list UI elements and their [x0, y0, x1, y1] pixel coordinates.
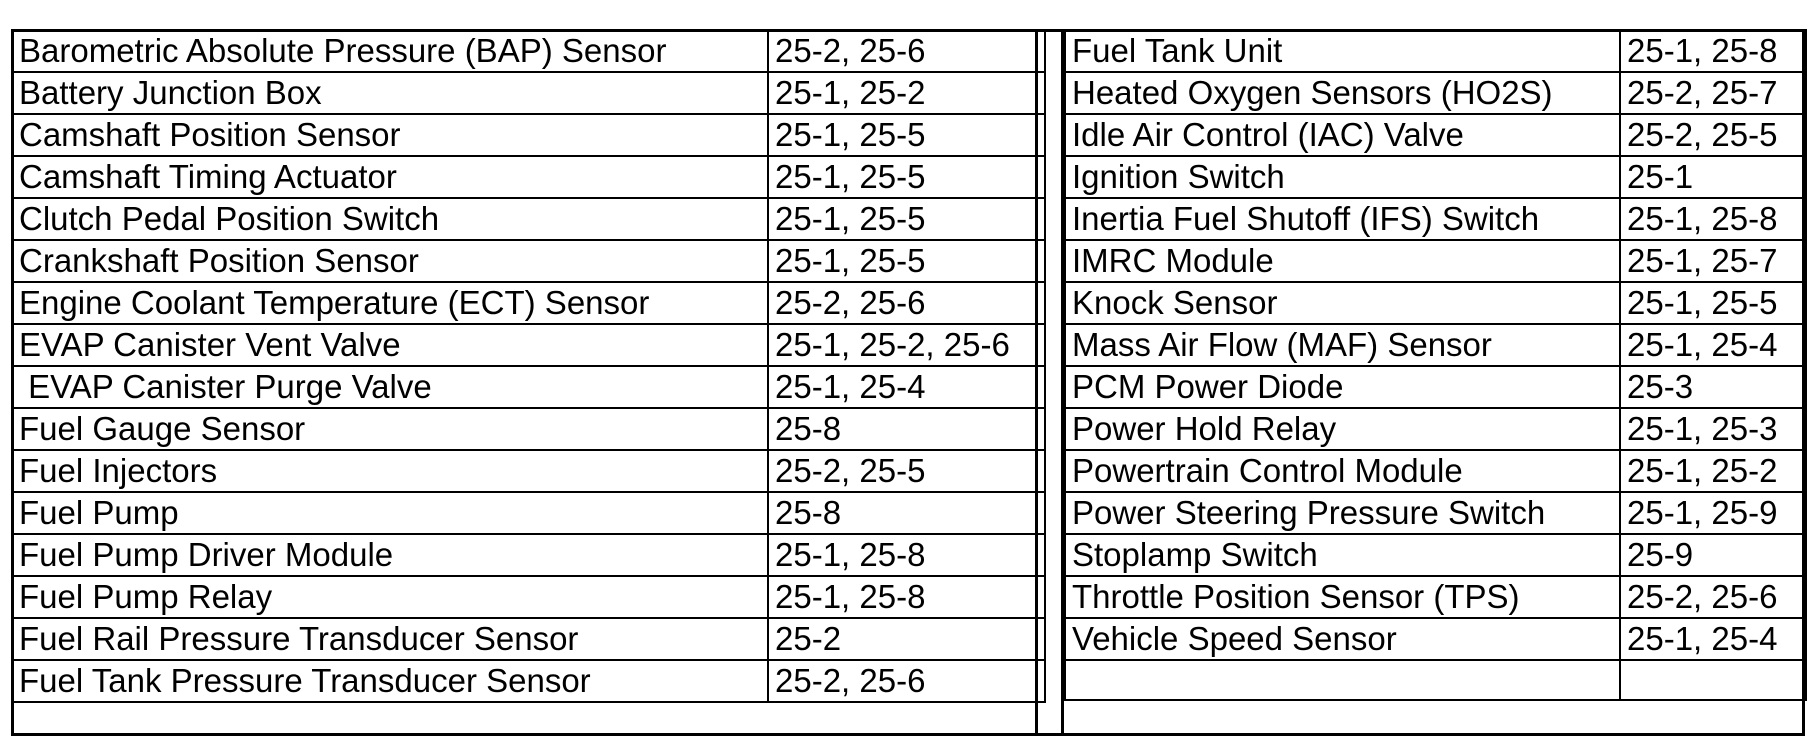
page-reference-cell: 25-1, 25-4 [768, 366, 1045, 408]
table-row [1065, 156, 1806, 198]
component-name-cell: Fuel Gauge Sensor [12, 408, 768, 450]
right-table-body [1065, 30, 1806, 700]
component-name-cell: Vehicle Speed Sensor [1065, 618, 1620, 660]
table-row [1065, 366, 1806, 408]
table-row [12, 366, 1045, 408]
component-index-table-left [11, 29, 1046, 703]
table-row [12, 30, 1045, 72]
component-name-cell: Fuel Pump [12, 492, 768, 534]
component-name-cell: Clutch Pedal Position Switch [12, 198, 768, 240]
left-table-body [12, 30, 1045, 702]
component-name-cell: Inertia Fuel Shutoff (IFS) Switch [1065, 198, 1620, 240]
table-row [12, 240, 1045, 282]
component-name-cell: EVAP Canister Vent Valve [12, 324, 768, 366]
component-name-cell: Battery Junction Box [12, 72, 768, 114]
component-name-cell: Heated Oxygen Sensors (HO2S) [1065, 72, 1620, 114]
table-row [1065, 618, 1806, 660]
table-row [12, 534, 1045, 576]
page-reference-cell: 25-1, 25-3 [1620, 408, 1806, 450]
table-row [1065, 114, 1806, 156]
component-name-cell: Fuel Pump Relay [12, 576, 768, 618]
table-row [12, 576, 1045, 618]
table-row [1065, 240, 1806, 282]
table-row [12, 492, 1045, 534]
table-row [1065, 30, 1806, 72]
component-name-cell: Stoplamp Switch [1065, 534, 1620, 576]
table-row [12, 660, 1045, 702]
page-reference-cell: 25-1, 25-8 [768, 534, 1045, 576]
table-row [1065, 534, 1806, 576]
page-reference-cell: 25-1, 25-8 [1620, 30, 1806, 72]
page-reference-cell: 25-1, 25-2 [1620, 450, 1806, 492]
page-reference-cell: 25-1, 25-2 [768, 72, 1045, 114]
page-reference-cell: 25-3 [1620, 366, 1806, 408]
page-reference-cell: 25-1, 25-9 [1620, 492, 1806, 534]
component-name-cell: Crankshaft Position Sensor [12, 240, 768, 282]
component-name-cell: Idle Air Control (IAC) Valve [1065, 114, 1620, 156]
page-reference-cell: 25-1, 25-5 [768, 156, 1045, 198]
page-reference-cell: 25-1, 25-2, 25-6 [768, 324, 1045, 366]
component-name-cell [1065, 660, 1620, 700]
component-name-cell: Powertrain Control Module [1065, 450, 1620, 492]
component-name-cell: Barometric Absolute Pressure (BAP) Sensor [12, 30, 768, 72]
component-name-cell: Fuel Tank Unit [1065, 30, 1620, 72]
page-reference-cell: 25-1, 25-5 [768, 240, 1045, 282]
table-row [12, 324, 1045, 366]
component-name-cell: Camshaft Timing Actuator [12, 156, 768, 198]
component-name-cell: Throttle Position Sensor (TPS) [1065, 576, 1620, 618]
table-row [1065, 198, 1806, 240]
component-name-cell: IMRC Module [1065, 240, 1620, 282]
table-row [1065, 282, 1806, 324]
page-reference-cell: 25-2, 25-6 [1620, 576, 1806, 618]
table-row [1065, 492, 1806, 534]
page-reference-cell: 25-1, 25-7 [1620, 240, 1806, 282]
column-gap [1035, 29, 1064, 736]
page-reference-cell: 25-1, 25-8 [1620, 198, 1806, 240]
table-row [1065, 324, 1806, 366]
page-reference-cell: 25-8 [768, 492, 1045, 534]
page-reference-cell: 25-1 [1620, 156, 1806, 198]
page-reference-cell: 25-2, 25-6 [768, 660, 1045, 702]
table-row [12, 408, 1045, 450]
page-reference-cell: 25-1, 25-5 [768, 198, 1045, 240]
table-row [12, 450, 1045, 492]
table-row [12, 114, 1045, 156]
component-name-cell: Ignition Switch [1065, 156, 1620, 198]
page-reference-cell: 25-1, 25-4 [1620, 618, 1806, 660]
component-name-cell: Fuel Pump Driver Module [12, 534, 768, 576]
component-name-cell: Fuel Tank Pressure Transducer Sensor [12, 660, 768, 702]
page-reference-cell: 25-1, 25-5 [768, 114, 1045, 156]
page-reference-cell: 25-2, 25-6 [768, 30, 1045, 72]
component-name-cell: Mass Air Flow (MAF) Sensor [1065, 324, 1620, 366]
page-reference-cell [1620, 660, 1806, 700]
table-row [12, 198, 1045, 240]
component-name-cell: Power Steering Pressure Switch [1065, 492, 1620, 534]
page-reference-cell: 25-2, 25-5 [768, 450, 1045, 492]
table-row [1065, 660, 1806, 700]
component-name-cell: Engine Coolant Temperature (ECT) Sensor [12, 282, 768, 324]
table-row [1065, 408, 1806, 450]
table-row [1065, 72, 1806, 114]
component-name-cell: Fuel Rail Pressure Transducer Sensor [12, 618, 768, 660]
page-reference-cell: 25-9 [1620, 534, 1806, 576]
page-reference-cell: 25-1, 25-5 [1620, 282, 1806, 324]
page-reference-cell: 25-8 [768, 408, 1045, 450]
table-row [12, 156, 1045, 198]
table-row [1065, 576, 1806, 618]
component-name-cell: EVAP Canister Purge Valve [12, 366, 768, 408]
page-reference-cell: 25-2, 25-7 [1620, 72, 1806, 114]
table-row [1065, 450, 1806, 492]
component-name-cell: Camshaft Position Sensor [12, 114, 768, 156]
component-name-cell: Knock Sensor [1065, 282, 1620, 324]
table-row [12, 618, 1045, 660]
page-reference-cell: 25-2, 25-5 [1620, 114, 1806, 156]
page-reference-cell: 25-2, 25-6 [768, 282, 1045, 324]
component-index-table-right [1064, 29, 1807, 701]
component-name-cell: Fuel Injectors [12, 450, 768, 492]
component-name-cell: PCM Power Diode [1065, 366, 1620, 408]
table-row [12, 282, 1045, 324]
page-reference-cell: 25-2 [768, 618, 1045, 660]
table-row [12, 72, 1045, 114]
page-reference-cell: 25-1, 25-4 [1620, 324, 1806, 366]
component-name-cell: Power Hold Relay [1065, 408, 1620, 450]
page-reference-cell: 25-1, 25-8 [768, 576, 1045, 618]
